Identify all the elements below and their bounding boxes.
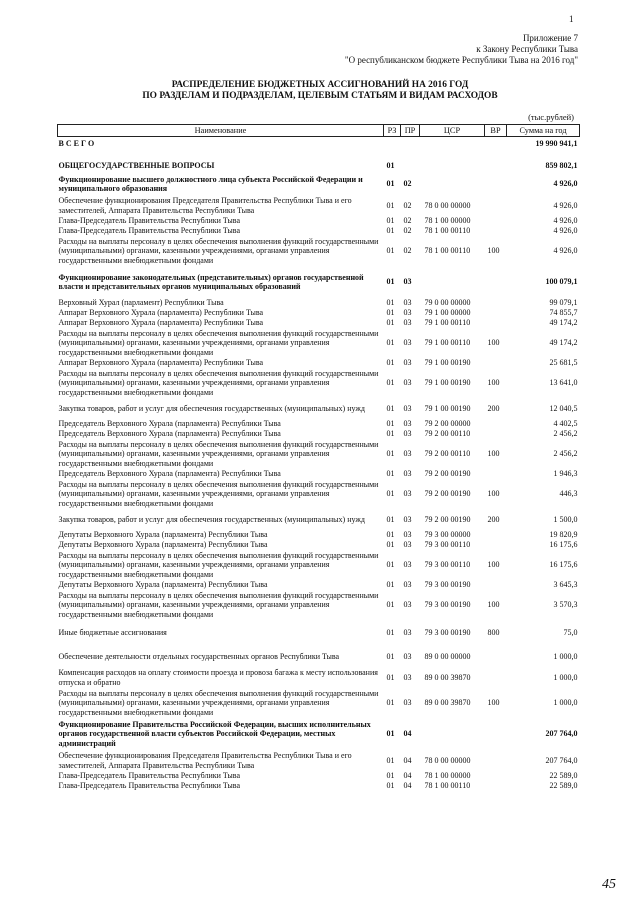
handwritten-page-mark: 45	[602, 877, 616, 892]
col-header-vr: ВР	[485, 125, 507, 137]
cell-csr: 78 0 00 00000	[424, 200, 471, 210]
cell-sum: 22 589,0	[549, 781, 578, 791]
table-row	[58, 781, 580, 791]
cell-name: Расходы на выплаты персоналу в целях обеспечения выполнения функций государственными (муниципальными) органами, казенными учреждениями, органами управления государственными внебюджетными фондами	[58, 440, 379, 468]
cell-pr: 04	[403, 781, 412, 791]
cell-rz: 01	[386, 338, 395, 348]
cell-pr: 04	[403, 771, 412, 781]
budget-table	[57, 124, 580, 791]
cell-vr	[485, 750, 507, 771]
table-row	[58, 195, 580, 216]
cell-name: Глава-Председатель Правительства Республики Тыва	[58, 216, 241, 226]
cell-name: Расходы на выплаты персоналу в целях обеспечения выполнения функций государственными (муниципальными) органами, казенными учреждениями, органами управления государственными внебюджетными фондами	[58, 329, 379, 357]
cell-rz: 01	[386, 298, 395, 308]
cell-rz: 01	[386, 429, 395, 439]
table-row	[58, 620, 580, 646]
cell-sum: 74 855,7	[549, 308, 578, 318]
col-header-pr: ПР	[401, 125, 420, 137]
cell-csr: 79 2 00 00190	[424, 514, 471, 524]
total-label: В С Е Г О	[58, 139, 95, 149]
table-row	[58, 688, 580, 718]
spacer-row	[58, 151, 580, 159]
cell-name: Аппарат Верховного Хурала (парламента) Республики Тыва	[58, 318, 264, 328]
cell-rz: 01	[386, 469, 395, 479]
cell-sum: 207 764,0	[545, 729, 578, 739]
table-row	[58, 298, 580, 308]
cell-sum: 1 000,0	[553, 698, 578, 708]
appendix-line-1: Приложение 7	[522, 33, 578, 43]
cell-rz: 01	[386, 179, 395, 189]
table-header	[58, 125, 580, 137]
cell-pr: 03	[403, 698, 412, 708]
cell-sum: 4 926,0	[553, 246, 578, 256]
cell-csr: 78 1 00 00110	[424, 226, 471, 236]
cell-sum: 2 456,2	[553, 449, 578, 459]
cell-name: Расходы на выплаты персоналу в целях обеспечения выполнения функций государственными (муниципальными) органами, казенными учреждениями, органами управления государственными внебюджетными фондами	[58, 591, 379, 619]
cell-csr: 79 2 00 00190	[424, 489, 471, 499]
cell-csr: 78 0 00 00000	[424, 755, 471, 765]
cell-pr: 03	[403, 298, 412, 308]
cell-rz: 01	[386, 514, 395, 524]
cell-pr: 03	[403, 560, 412, 570]
table-row	[58, 216, 580, 226]
cell-sum: 4 926,0	[553, 216, 578, 226]
cell-sum: 1 000,0	[553, 672, 578, 682]
cell-csr: 78 1 00 00110	[424, 246, 471, 256]
cell-name	[58, 151, 384, 159]
table-row	[58, 236, 580, 266]
table-row	[58, 540, 580, 550]
cell-csr: 79 1 00 00190	[424, 358, 471, 368]
cell-csr: 78 1 00 00000	[424, 771, 471, 781]
cell-rz: 01	[386, 308, 395, 318]
col-header-sum: Сумма на год	[507, 125, 580, 137]
table-row	[58, 750, 580, 771]
cell-vr	[485, 216, 507, 226]
cell-sum: 3 645,3	[553, 580, 578, 590]
total-row	[58, 137, 580, 152]
cell-name: Расходы на выплаты персоналу в целях обеспечения выполнения функций государственными (муниципальными) органами, казенными учреждениями, органами управления государственными внебюджетными фондами	[58, 369, 379, 397]
cell-sum: 49 174,2	[549, 318, 578, 328]
cell-pr: 03	[403, 628, 412, 638]
cell-rz: 01	[386, 226, 395, 236]
cell-vr	[485, 429, 507, 439]
cell-pr: 03	[403, 651, 412, 661]
cell-csr: 78 1 00 00110	[424, 781, 471, 791]
cell-sum: 13 641,0	[549, 378, 578, 388]
cell-sum: 75,0	[563, 628, 578, 638]
cell-vr	[485, 151, 507, 159]
cell-csr: 79 2 00 00000	[424, 419, 471, 429]
table-row	[58, 718, 580, 750]
cell-vr	[485, 646, 507, 667]
col-header-csr: ЦСР	[420, 125, 485, 137]
cell-csr: 79 0 00 00000	[424, 298, 471, 308]
cell-csr	[420, 151, 485, 159]
cell-name: Расходы на выплаты персоналу в целях обеспечения выполнения функций государственными (муниципальными) органами, казенными учреждениями, органами управления государственными внебюджетными фондами	[58, 480, 379, 508]
cell-rz: 01	[386, 403, 395, 413]
appendix-line-2: к Закону Республики Тыва	[476, 44, 578, 54]
cell-sum: 207 764,0	[545, 755, 578, 765]
cell-name: Обеспечение деятельности отдельных государственных органов Республики Тыва	[58, 651, 340, 661]
table-row	[58, 173, 580, 195]
table-row	[58, 308, 580, 318]
col-header-name: Наименование	[58, 125, 384, 137]
cell-name: Председатель Верховного Хурала (парламента) Республики Тыва	[58, 419, 281, 429]
cell-pr: 03	[403, 277, 412, 287]
cell-rz: 01	[386, 449, 395, 459]
cell-name: Закупка товаров, работ и услуг для обеспечения государственных (муниципальных) нужд	[58, 403, 365, 413]
table-row	[58, 358, 580, 368]
cell-vr: 100	[487, 378, 500, 388]
cell-sum: 25 681,5	[549, 358, 578, 368]
cell-name: Расходы на выплаты персоналу в целях обеспечения выполнения функций государственными (муниципальными) органами, казенными учреждениями, органами управления государственными внебюджетными фондами	[58, 237, 379, 265]
cell-name: Депутаты Верховного Хурала (парламента) Республики Тыва	[58, 540, 268, 550]
table-row	[58, 771, 580, 781]
cell-name: Председатель Верховного Хурала (парламента) Республики Тыва	[58, 429, 281, 439]
cell-vr	[485, 540, 507, 550]
cell-name: Верховный Хурал (парламент) Республики Тыва	[58, 298, 224, 308]
cell-rz: 01	[386, 419, 395, 429]
table-row	[58, 266, 580, 298]
cell-name: Компенсация расходов на оплату стоимости проезда и провоза багажа к месту использования отпуска и обратно	[58, 668, 378, 687]
units-label: (тыс.рублей)	[528, 112, 574, 122]
cell-sum: 16 175,6	[549, 560, 578, 570]
cell-name: Расходы на выплаты персоналу в целях обеспечения выполнения функций государственными (муниципальными) органами, казенными учреждениями, органами управления государственными внебюджетными фондами	[58, 689, 379, 717]
cell-sum: 1 000,0	[553, 651, 578, 661]
cell-csr: 79 1 00 00000	[424, 308, 471, 318]
cell-name: Глава-Председатель Правительства Республики Тыва	[58, 781, 241, 791]
cell-csr	[420, 173, 485, 195]
cell-pr	[401, 159, 420, 173]
cell-pr: 02	[403, 216, 412, 226]
cell-rz: 01	[386, 781, 395, 791]
cell-pr: 03	[403, 514, 412, 524]
cell-sum: 19 820,9	[549, 530, 578, 540]
cell-csr: 79 2 00 00110	[424, 449, 471, 459]
cell-pr: 04	[403, 755, 412, 765]
cell-csr: 79 3 00 00110	[424, 540, 471, 550]
cell-rz: 01	[386, 216, 395, 226]
cell-vr: 100	[487, 489, 500, 499]
cell-rz: 01	[386, 672, 395, 682]
cell-name: Иные бюджетные ассигнования	[58, 628, 167, 638]
table-row	[58, 429, 580, 439]
cell-sum: 49 174,2	[549, 338, 578, 348]
table-row	[58, 590, 580, 620]
cell-pr: 03	[403, 449, 412, 459]
table-row	[58, 328, 580, 358]
cell-csr: 79 1 00 00190	[424, 403, 471, 413]
cell-sum: 4 926,0	[553, 226, 578, 236]
cell-rz: 01	[386, 277, 395, 287]
cell-rz: 01	[386, 358, 395, 368]
cell-name: Обеспечение функционирования Председателя Правительства Республики Тыва и его заместителей, Аппарата Правительства Республики Тыва	[58, 196, 352, 215]
cell-pr: 03	[403, 530, 412, 540]
cell-pr: 03	[403, 672, 412, 682]
cell-pr: 02	[403, 246, 412, 256]
cell-pr: 03	[403, 600, 412, 610]
cell-vr	[485, 771, 507, 781]
table-row	[58, 530, 580, 540]
cell-vr: 100	[487, 246, 500, 256]
cell-vr: 100	[487, 600, 500, 610]
cell-rz: 01	[386, 729, 395, 739]
cell-sum: 99 079,1	[549, 298, 578, 308]
cell-sum: 2 456,2	[553, 429, 578, 439]
cell-name: Функционирование законодательных (представительных) органов государственной власти и представительных органов муниципальных образований	[58, 272, 364, 291]
cell-pr: 03	[403, 358, 412, 368]
cell-csr: 79 3 00 00190	[424, 628, 471, 638]
table-row	[58, 318, 580, 328]
cell-vr	[485, 580, 507, 590]
cell-vr: 200	[487, 514, 500, 524]
cell-sum: 100 079,1	[545, 277, 578, 287]
cell-pr: 02	[403, 200, 412, 210]
cell-pr: 02	[403, 179, 412, 189]
cell-csr: 89 0 00 39870	[424, 698, 471, 708]
cell-name: Функционирование Правительства Российской Федерации, высших исполнительных органов государственной власти субъектов Российской Федерации, местных администраций	[58, 720, 371, 748]
cell-pr: 03	[403, 580, 412, 590]
cell-vr: 100	[487, 449, 500, 459]
cell-rz: 01	[386, 771, 395, 781]
cell-sum: 22 589,0	[549, 771, 578, 781]
table-row	[58, 159, 580, 173]
cell-name: Аппарат Верховного Хурала (парламента) Республики Тыва	[58, 358, 264, 368]
cell-csr: 79 2 00 00110	[424, 429, 471, 439]
table-row	[58, 509, 580, 530]
cell-csr: 79 3 00 00190	[424, 580, 471, 590]
page-number: 1	[569, 14, 574, 24]
cell-pr: 02	[403, 226, 412, 236]
table-row	[58, 419, 580, 429]
cell-rz: 01	[386, 161, 395, 171]
cell-name: Председатель Верховного Хурала (парламента) Республики Тыва	[58, 469, 281, 479]
cell-vr	[485, 530, 507, 540]
cell-sum: 4 402,5	[553, 419, 578, 429]
cell-pr: 03	[403, 338, 412, 348]
table-row	[58, 439, 580, 469]
cell-sum: 859 802,1	[545, 161, 578, 171]
cell-rz: 01	[386, 698, 395, 708]
cell-csr	[420, 159, 485, 173]
table-row	[58, 469, 580, 479]
appendix-line-3: "О республиканском бюджете Республики Тыва на 2016 год"	[344, 55, 578, 65]
cell-csr: 89 0 00 39870	[424, 672, 471, 682]
cell-pr: 03	[403, 308, 412, 318]
cell-csr: 79 1 00 00190	[424, 378, 471, 388]
cell-csr: 79 2 00 00190	[424, 469, 471, 479]
cell-name: Депутаты Верховного Хурала (парламента) Республики Тыва	[58, 580, 268, 590]
cell-vr	[485, 226, 507, 236]
cell-pr: 03	[403, 403, 412, 413]
cell-rz: 01	[386, 200, 395, 210]
cell-vr	[485, 469, 507, 479]
cell-rz: 01	[386, 318, 395, 328]
cell-rz: 01	[386, 651, 395, 661]
cell-csr: 79 3 00 00000	[424, 530, 471, 540]
cell-pr: 03	[403, 489, 412, 499]
cell-sum: 16 175,6	[549, 540, 578, 550]
cell-csr: 79 1 00 00110	[424, 338, 471, 348]
cell-rz: 01	[386, 755, 395, 765]
cell-csr: 79 3 00 00110	[424, 560, 471, 570]
cell-pr	[401, 151, 420, 159]
table-body	[58, 137, 580, 792]
cell-vr: 100	[487, 698, 500, 708]
cell-name: Депутаты Верховного Хурала (парламента) Республики Тыва	[58, 530, 268, 540]
cell-name: Аппарат Верховного Хурала (парламента) Республики Тыва	[58, 308, 264, 318]
cell-vr: 200	[487, 403, 500, 413]
cell-sum: 446,3	[559, 489, 578, 499]
cell-csr: 78 1 00 00000	[424, 216, 471, 226]
total-sum: 19 990 941,1	[535, 139, 578, 149]
cell-name: Закупка товаров, работ и услуг для обеспечения государственных (муниципальных) нужд	[58, 514, 365, 524]
table-row	[58, 580, 580, 590]
cell-vr	[485, 308, 507, 318]
cell-vr	[485, 718, 507, 750]
cell-sum	[507, 151, 580, 159]
cell-sum: 1 946,3	[553, 469, 578, 479]
cell-csr: 89 0 00 00000	[424, 651, 471, 661]
cell-vr: 100	[487, 560, 500, 570]
cell-pr: 04	[403, 729, 412, 739]
cell-name: Функционирование высшего должностного лица субъекта Российской Федерации и муниципального образования	[58, 174, 363, 193]
cell-csr: 79 3 00 00190	[424, 600, 471, 610]
cell-vr	[485, 318, 507, 328]
cell-vr	[485, 358, 507, 368]
cell-name: Глава-Председатель Правительства Республики Тыва	[58, 226, 241, 236]
cell-rz: 01	[386, 600, 395, 610]
cell-csr	[420, 266, 485, 298]
cell-sum: 4 926,0	[553, 200, 578, 210]
cell-pr: 03	[403, 469, 412, 479]
cell-vr	[485, 195, 507, 216]
cell-vr: 100	[487, 338, 500, 348]
cell-vr: 800	[487, 628, 500, 638]
cell-rz: 01	[386, 580, 395, 590]
cell-name: ОБЩЕГОСУДАРСТВЕННЫЕ ВОПРОСЫ	[58, 161, 215, 171]
cell-name: Обеспечение функционирования Председателя Правительства Республики Тыва и его заместителей, Аппарата Правительства Республики Тыва	[58, 751, 352, 770]
appendix-header	[345, 33, 578, 66]
cell-rz: 01	[386, 489, 395, 499]
col-header-rz: РЗ	[384, 125, 401, 137]
cell-name: Глава-Председатель Правительства Республики Тыва	[58, 771, 241, 781]
cell-vr	[485, 266, 507, 298]
cell-vr	[485, 781, 507, 791]
table-row	[58, 226, 580, 236]
cell-rz: 01	[386, 530, 395, 540]
cell-pr: 03	[403, 378, 412, 388]
cell-rz: 01	[386, 378, 395, 388]
cell-rz: 01	[386, 246, 395, 256]
cell-sum: 12 040,5	[549, 403, 578, 413]
table-row	[58, 479, 580, 509]
title-line-1: РАСПРЕДЕЛЕНИЕ БЮДЖЕТНЫХ АССИГНОВАНИЙ НА 2016 ГОД	[171, 80, 469, 90]
cell-rz: 01	[386, 540, 395, 550]
cell-vr	[485, 419, 507, 429]
table-row	[58, 667, 580, 688]
cell-pr: 03	[403, 540, 412, 550]
cell-csr	[420, 718, 485, 750]
cell-rz: 01	[386, 628, 395, 638]
cell-sum: 3 570,3	[553, 600, 578, 610]
cell-pr: 03	[403, 429, 412, 439]
table-row	[58, 550, 580, 580]
cell-vr	[485, 159, 507, 173]
cell-csr: 79 1 00 00110	[424, 318, 471, 328]
table-row	[58, 646, 580, 667]
cell-vr	[485, 667, 507, 688]
cell-vr	[485, 173, 507, 195]
cell-sum: 1 500,0	[553, 514, 578, 524]
cell-name: Расходы на выплаты персоналу в целях обеспечения выполнения функций государственными (муниципальными) органами, казенными учреждениями, органами управления государственными внебюджетными фондами	[58, 551, 379, 579]
cell-pr: 03	[403, 318, 412, 328]
document-title	[0, 80, 640, 102]
table-row	[58, 368, 580, 398]
cell-pr: 03	[403, 419, 412, 429]
cell-rz: 01	[386, 560, 395, 570]
title-line-2: ПО РАЗДЕЛАМ И ПОДРАЗДЕЛАМ, ЦЕЛЕВЫМ СТАТЬЯМ И ВИДАМ РАСХОДОВ	[142, 91, 498, 101]
cell-sum: 4 926,0	[553, 179, 578, 189]
table-row	[58, 398, 580, 419]
cell-rz	[384, 151, 401, 159]
cell-vr	[485, 298, 507, 308]
